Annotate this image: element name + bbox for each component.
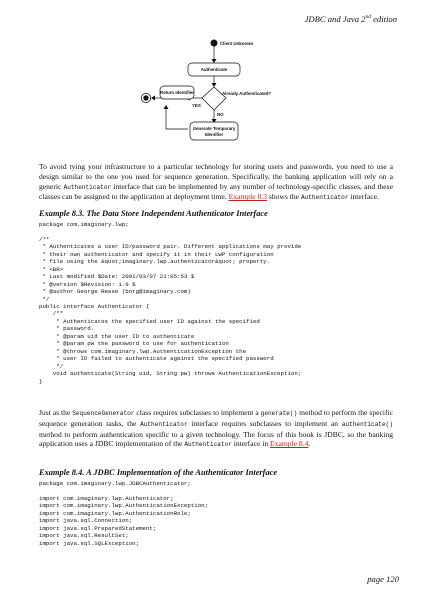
inline-code: authenticate() [341, 420, 393, 428]
generate-label-line1: Generate Temporary [192, 126, 236, 131]
no-label: NO [217, 112, 224, 117]
example-8-3-code: package com.imaginary.lwp; /** * Authenticates a user ID/password pair. Different applications may provide * their own authenticator and specify it in their LWP configuration * file using the &quot;imaginary.lwp.authenticator&quot; property. * <BR> * Last modified $Date: 2001/03/07 21:05:53 $ * @version $Revision: 1.9 $ * @author George Reese (borg@imaginary.com) */ public interface Authenticator { /** * Authenticates the specified user ID against the specified * password. * @param uid the user ID to authenticate * @param pw the password to use for authentication * @throws com.imaginary.lwp.AuthenticationException the * user ID failed to authenticate against the specified password */ void authenticate(String uid, String pw) throws AuthenticationException; } [39, 221, 302, 385]
return-identifier-label: Return Identifier [160, 90, 194, 95]
generate-label-line2: Identifier [204, 132, 224, 137]
authenticate-label: Authenticate [200, 67, 228, 72]
activity-diagram [0, 0, 423, 160]
inline-code: Authenticator [140, 420, 188, 428]
start-label: Client Unknown [220, 41, 254, 46]
yes-label: YES [192, 103, 201, 108]
example-8-4-title: Example 8.4. A JDBC Implementation of the Authenticator Interface [39, 468, 278, 477]
start-node [211, 40, 218, 47]
link-example-8-3[interactable]: Example 8.3 [228, 192, 267, 202]
example-8-3-title: Example 8.3. The Data Store Independent Authenticator Interface [39, 209, 268, 218]
link-example-8-4[interactable]: Example 8.4 [270, 439, 309, 449]
inline-code: Authenticator [300, 194, 349, 202]
inline-code: Authenticator [184, 441, 232, 449]
page-number: page 120 [367, 574, 399, 584]
paragraph-intro: To avoid tying your infrastructure to a particular technology for storing users and passwords, you need to use a design similar to the one you used for sequence generation. Specifically, the banking application will rely on a generic Authenticator interface that can be implemented by any number of technology-specific classes, and these classes can be assigned to the application at deployment time. Example 8.3 shows the Authenticator interface. [39, 162, 393, 202]
running-header: JDBC and Java 2nd edition [304, 14, 397, 24]
inline-code: generate() [260, 410, 298, 417]
end-node [143, 95, 148, 100]
paragraph-implementation: Just as the SequenceGenerator class requires subclasses to implement a generate() method to perform the specific sequence generation tasks, the Authenticator interface requires subclasses to implement an authenticate() method to perform authentication specific to a given technology. The focus of this book is JDBC, so the banking application uses a JDBC implementation of the Authenticator interface in Example 8.4. [39, 408, 393, 449]
inline-code: SequenceGenerator [72, 410, 135, 417]
example-8-4-code: package com.imaginary.lwp.JDBCAuthenticator; import com.imaginary.lwp.Authenticator; import com.imaginary.lwp.AuthenticationException; import com.imaginary.lwp.AuthenticationRole; import java.sql.Connection; import java.sql.PreparedStatement; import java.sql.ResultSet; import java.sql.SQLException; [39, 480, 209, 547]
decision-label: Already Authenticated? [222, 91, 272, 96]
inline-code: Authenticator [63, 183, 112, 191]
generate-identifier-node [190, 122, 238, 140]
